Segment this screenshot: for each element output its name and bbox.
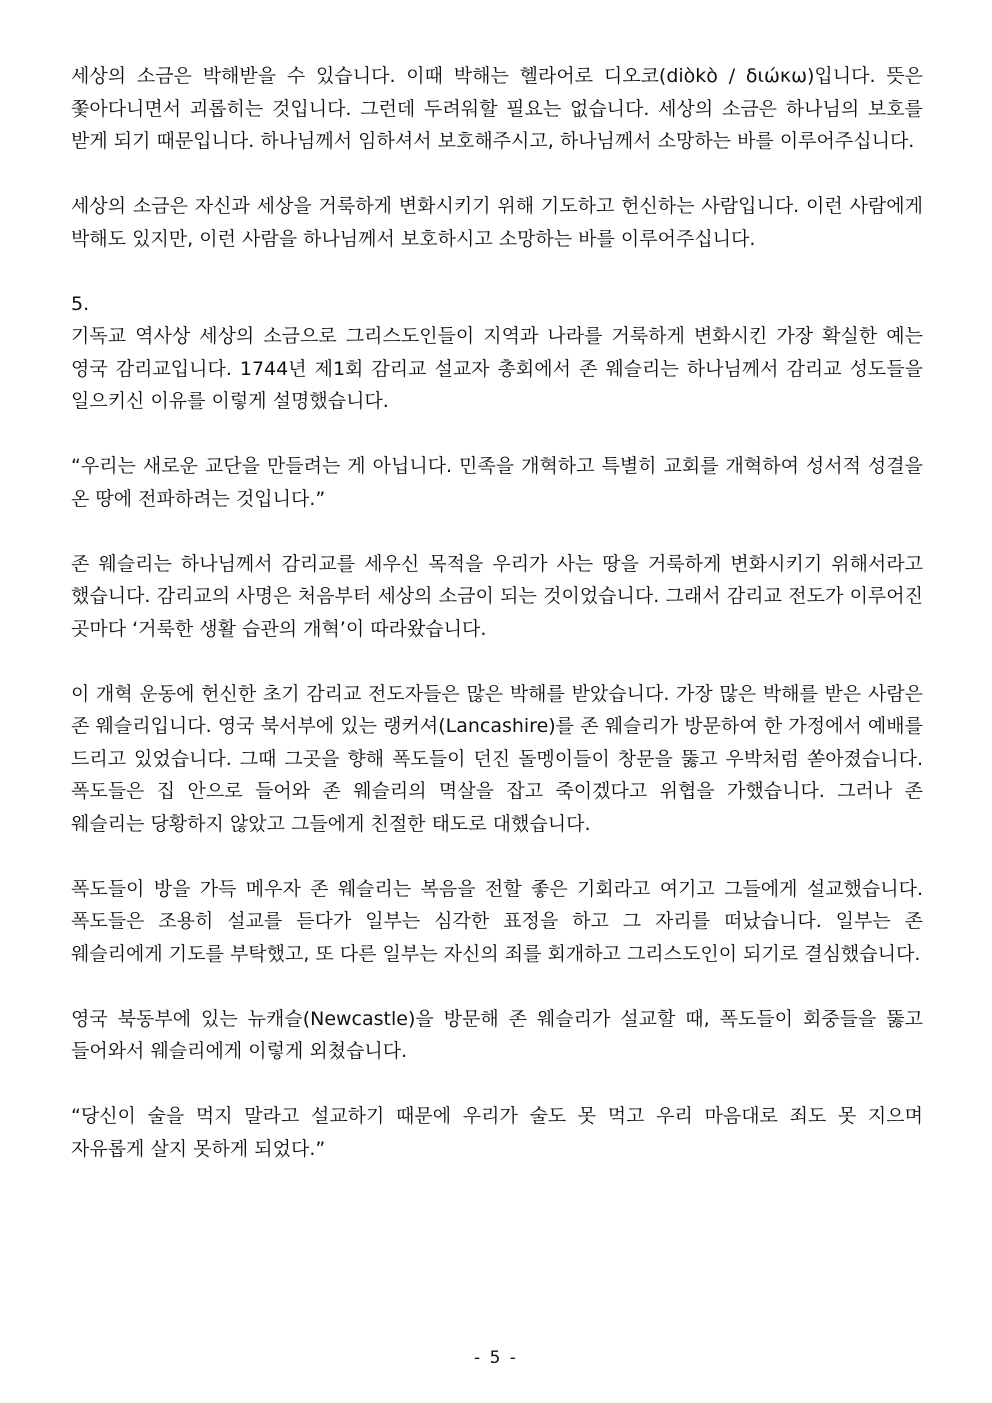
paragraph-lancashire-persecution: 이 개혁 운동에 헌신한 초기 감리교 전도자들은 많은 박해를 받았습니다. 가장 많은 박해를 받은 사람은 존 웨슬리입니다. 영국 북서부에 있는 랭커셔(Lancashire)를 존 웨슬리가 방문하여 한 가정에서 예배를 드리고 있었습니다. 그때 그곳을 향해 폭도들이 던진 돌멩이들이 창문을 뚫고 우박처럼 쏟아졌습니다. 폭도들은 집 안으로 들어와 존 웨슬리의 멱살을 잡고 죽이겠다고 위협을 가했습니다. 그러나 존 웨슬리는 당황하지 않았고 그들에게 친절한 태도로 대했습니다. — [71, 682, 923, 835]
paragraph-methodist-mission: 존 웨슬리는 하나님께서 감리교를 세우신 목적을 우리가 사는 땅을 거룩하게 변화시키기 위해서라고 했습니다. 감리교의 사명은 처음부터 세상의 소금이 되는 것이었습니다. 그래서 감리교 전도가 이루어진 곳마다 ‘거룩한 생활 습관의 개혁’이 따라왔습니다. — [71, 552, 923, 640]
document-body — [71, 60, 923, 1198]
quote-wesley-purpose: “우리는 새로운 교단을 만들려는 게 아닙니다. 민족을 개혁하고 특별히 교회를 개혁하여 성서적 성결을 온 땅에 전파하려는 것입니다.” — [71, 455, 923, 510]
paragraph-salt-prayer: 세상의 소금은 자신과 세상을 거룩하게 변화시키기 위해 기도하고 헌신하는 사람입니다. 이런 사람에게 박해도 있지만, 이런 사람을 하나님께서 보호하시고 소망하는 바를 이루어주십니다. — [71, 195, 923, 250]
section-number: 5. — [71, 292, 90, 315]
quote-mob-shout: “당신이 술을 먹지 말라고 설교하기 때문에 우리가 술도 못 먹고 우리 마음대로 죄도 못 지으며 자유롭게 살지 못하게 되었다.” — [71, 1105, 923, 1160]
paragraph-mob-preaching: 폭도들이 방을 가득 메우자 존 웨슬리는 복음을 전할 좋은 기회라고 여기고 그들에게 설교했습니다. 폭도들은 조용히 설교를 듣다가 일부는 심각한 표정을 하고 그 자리를 떠났습니다. 일부는 존 웨슬리에게 기도를 부탁했고, 또 다른 일부는 자신의 죄를 회개하고 그리스도인이 되기로 결심했습니다. — [71, 877, 923, 965]
page-number: - 5 - — [474, 1348, 518, 1368]
paragraph-salt-persecution: 세상의 소금은 박해받을 수 있습니다. 이때 박해는 헬라어로 디오코(diὸkὸ / διώκω)입니다. 뜻은 쫓아다니면서 괴롭히는 것입니다. 그런데 두려워할 필요는 없습니다. 세상의 소금은 하나님의 보호를 받게 되기 때문입니다. 하나님께서 임하셔서 보호해주시고, 하나님께서 소망하는 바를 이루어주십니다. — [71, 65, 923, 152]
paragraph-methodist-example: 기독교 역사상 세상의 소금으로 그리스도인들이 지역과 나라를 거룩하게 변화시킨 가장 확실한 예는 영국 감리교입니다. 1744년 제1회 감리교 설교자 총회에서 존 웨슬리는 하나님께서 감리교 성도들을 일으키신 이유를 이렇게 설명했습니다. — [71, 325, 923, 412]
paragraph-newcastle: 영국 북동부에 있는 뉴캐슬(Newcastle)을 방문해 존 웨슬리가 설교할 때, 폭도들이 회중들을 뚫고 들어와서 웨슬리에게 이렇게 외쳤습니다. — [71, 1007, 923, 1062]
